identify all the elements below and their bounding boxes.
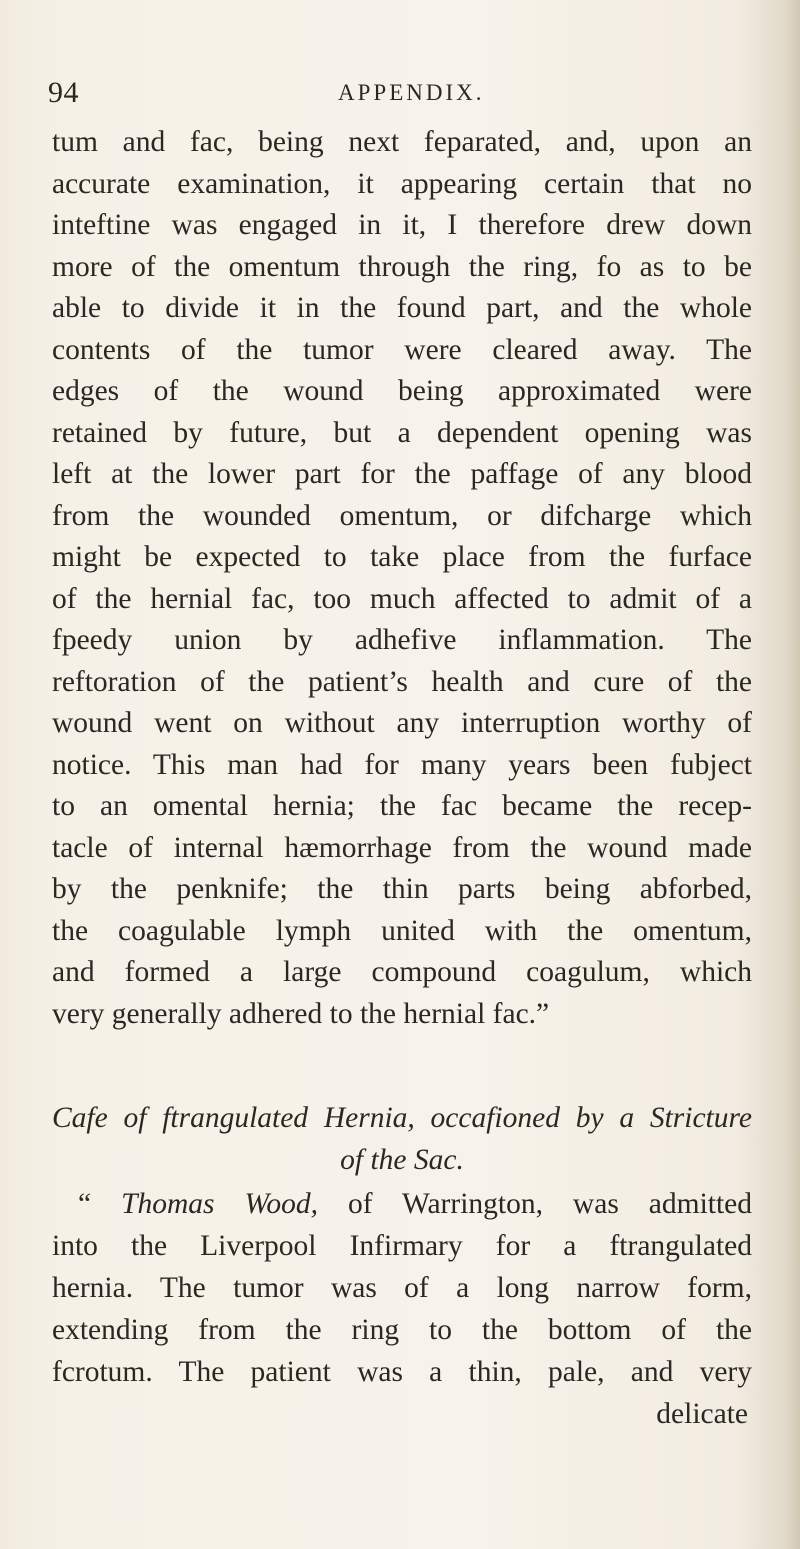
text-line: into the Liverpool Infirmary for a ftrangulated [52, 1230, 752, 1262]
text-line: contents of the tumor were cleared away. The [52, 333, 752, 366]
text-line: the coagulable lymph united with the omentum, [52, 914, 752, 947]
text-line: able to divide it in the found part, and the whole [52, 292, 752, 324]
text-line: tum and fac, being next feparated, and, upon an [52, 126, 752, 158]
text-line: inteftine was engaged in it, I therefore drew down [52, 209, 752, 241]
text-line: and formed a large compound coagulum, which [52, 956, 752, 988]
text-line: notice. This man had for many years been fubject [52, 748, 752, 781]
page-edge-shadow [786, 0, 800, 1549]
text-line: to an omental hernia; the fac became the recep- [52, 790, 752, 822]
page-number: 94 [48, 76, 79, 109]
case-heading [52, 1097, 752, 1181]
catchword: delicate [656, 1398, 748, 1430]
text-line: extending from the ring to the bottom of the [52, 1314, 752, 1346]
running-head [48, 76, 758, 116]
case-first-line [52, 1183, 752, 1225]
patient-name: Thomas Wood, [121, 1188, 318, 1220]
case-paragraph [52, 1183, 752, 1435]
case-line-rest: of Warrington, was admitted [317, 1188, 752, 1220]
text-line: hernia. The tumor was of a long narrow form, [52, 1272, 752, 1304]
open-quote: “ [78, 1188, 92, 1220]
text-line: retained by future, but a dependent opening was [52, 416, 752, 449]
text-line: from the wounded omentum, or difcharge which [52, 499, 752, 532]
text-line: reftoration of the patient’s health and cure of the [52, 665, 752, 698]
running-title: APPENDIX. [338, 80, 485, 105]
text-line: might be expected to take place from the furface [52, 541, 752, 573]
text-line: fpeedy union by adhefive inflammation. The [52, 624, 752, 656]
case-heading-line: of the Sac. [340, 1144, 464, 1176]
text-line: left at the lower part for the paffage of any blood [52, 458, 752, 490]
text-line: accurate examination, it appearing certain that no [52, 167, 752, 200]
text-line: more of the omentum through the ring, fo as to be [52, 250, 752, 283]
text-line: edges of the wound being approximated were [52, 375, 752, 407]
text-line: tacle of internal hæmorrhage from the wound made [52, 831, 752, 864]
text-line: very generally adhered to the hernial fac.” [52, 997, 550, 1030]
text-line: fcrotum. The patient was a thin, pale, and very [52, 1356, 752, 1388]
text-line: wound went on without any interruption worthy of [52, 707, 752, 739]
body-paragraph [52, 122, 752, 1035]
case-heading-line: Cafe of ftrangulated Hernia, occafioned by a Stricture [52, 1102, 752, 1134]
text-line: by the penknife; the thin parts being abforbed, [52, 873, 752, 905]
text-line: of the hernial fac, too much affected to admit of a [52, 582, 752, 615]
